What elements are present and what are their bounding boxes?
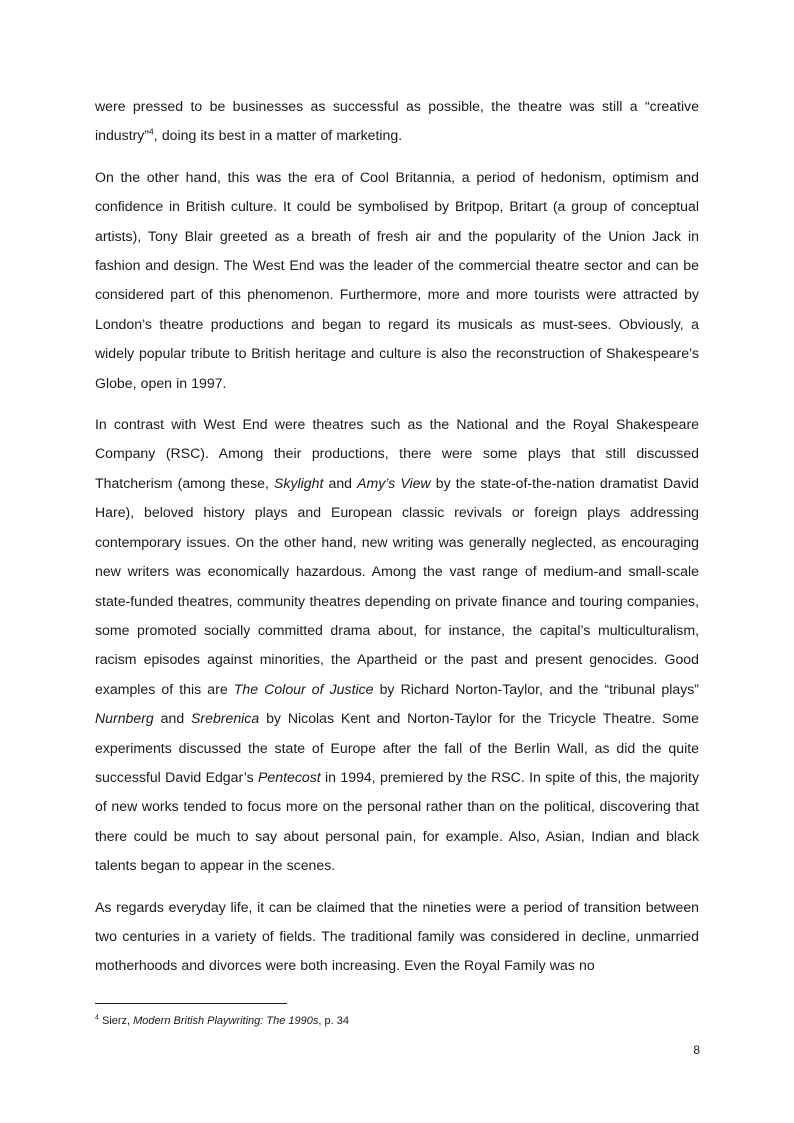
paragraph-4 [95, 893, 699, 981]
text-run: and [323, 474, 358, 491]
text-run: by Nicolas Kent and Norton-Taylor for the Tricycle Theatre. Some experiments discussed the state of Europe after the fall of the Berlin Wall, as did the quite successful David Edgar’s [95, 710, 699, 785]
paragraph-3 [95, 410, 699, 881]
paragraph-1 [95, 92, 699, 151]
body-text [95, 92, 699, 993]
footnote-number: 4 [95, 1014, 99, 1022]
footnote-separator [95, 1003, 287, 1004]
play-title-colour-of-justice: The Colour of Justice [233, 680, 374, 697]
paragraph-2 [95, 163, 699, 398]
footnote-reference: 4 [149, 126, 154, 137]
text-run: were pressed to be businesses as successful as possible, the theatre was still a “creative industry” [95, 98, 699, 144]
text-run: As regards everyday life, it can be claimed that the nineties were a period of transition between two centuries in a variety of fields. The traditional family was considered in decline, unmarried motherhoods and divorces were both increasing. Even the Royal Family was no [95, 898, 699, 974]
text-run: by Richard Norton-Taylor, and the “tribunal plays” [373, 680, 699, 697]
footnote [95, 1014, 699, 1028]
play-title-amys-view: Amy’s View [357, 474, 431, 491]
play-title-nurnberg: Nurnberg [95, 710, 154, 727]
footnote-title: Modern British Playwriting: The 1990s [133, 1015, 319, 1027]
text-run: , doing its best in a matter of marketing. [153, 127, 403, 144]
text-run: In contrast with West End were theatres such as the National and the Royal Shakespeare Company (RSC). Among their productions, there were some plays that still discussed Thatcherism (among these, [95, 416, 699, 491]
text-run: and [153, 710, 192, 727]
play-title-srebrenica: Srebrenica [191, 710, 260, 727]
play-title-skylight: Skylight [274, 474, 324, 491]
footnote-author: Sierz, [98, 1015, 134, 1027]
footnote-page-ref: , p. 34 [318, 1015, 349, 1027]
text-run: On the other hand, this was the era of Cool Britannia, a period of hedonism, optimism and confidence in British culture. It could be symbolised by Britpop, Britart (a group of conceptual artists), Tony Blair greeted as a breath of fresh air and the popularity of the Union Jack in fashion and design. The West End was the leader of the commercial theatre sector and can be considered part of this phenomenon. Furthermore, more and more tourists were attracted by London’s theatre productions and began to regard its musicals as must-sees. Obviously, a widely popular tribute to British heritage and culture is also the reconstruction of Shakespeare’s Globe, open in 1997. [95, 168, 699, 391]
page-number: 8 [693, 1043, 700, 1057]
play-title-pentecost: Pentecost [258, 768, 321, 785]
text-run: in 1994, premiered by the RSC. In spite of this, the majority of new works tended to focus more on the personal rather than on the political, discovering that there could be much to say about personal pain, for example. Also, Asian, Indian and black talents began to appear in the scenes. [95, 768, 700, 874]
text-run: by the state-of-the-nation dramatist David Hare), beloved history plays and European classic revivals or foreign plays addressing contemporary issues. On the other hand, new writing was generally neglected, as encouraging new writers was economically hazardous. Among the vast range of medium-and small-scale state-funded theatres, community theatres depending on private finance and touring companies, some promoted socially committed drama about, for instance, the capital’s multiculturalism, racism episodes against minorities, the Apartheid or the past and present genocides. Good examples of this are [95, 474, 699, 697]
